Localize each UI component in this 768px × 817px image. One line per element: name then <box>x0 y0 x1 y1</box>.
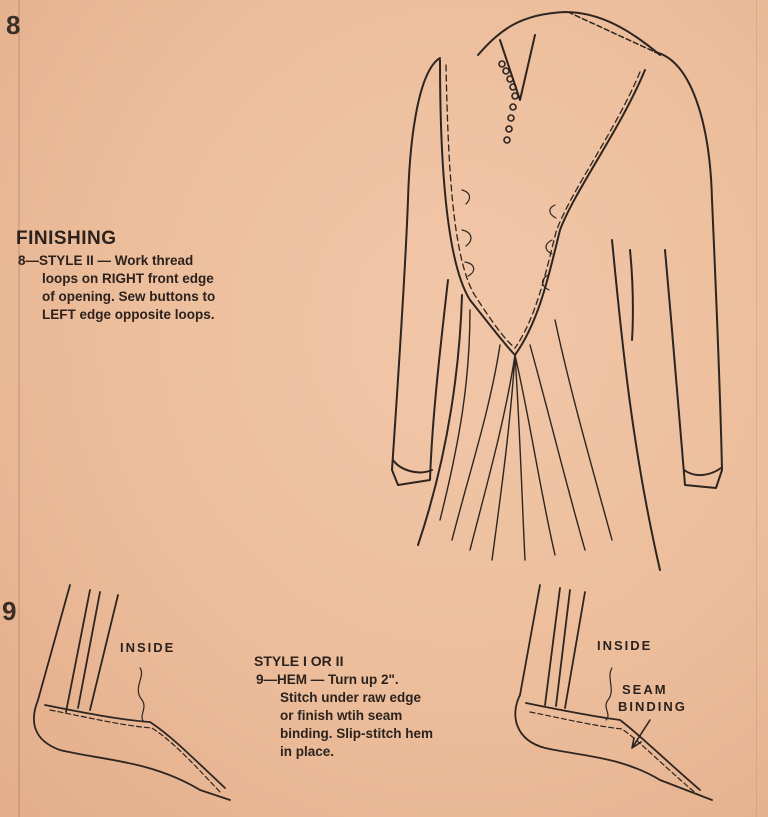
step-8-number: 8 <box>6 10 21 40</box>
binding-label: BINDING <box>618 699 687 714</box>
left-cuff <box>393 460 432 472</box>
left-arm-outline <box>392 58 448 485</box>
hem-diagram-right <box>515 585 712 800</box>
hem-left-outline <box>34 700 230 800</box>
hem-right-leader <box>606 668 612 720</box>
finishing-line: LEFT edge opposite loops. <box>42 307 215 322</box>
inside-label-right: INSIDE <box>597 638 653 653</box>
bodice-left-stitch <box>446 65 515 348</box>
hem-right-stitch <box>530 712 698 795</box>
skirt-left-side <box>418 295 462 545</box>
finishing-heading: FINISHING <box>16 228 117 249</box>
hem-line: Stitch under raw edge <box>280 690 422 705</box>
hem-style-heading: STYLE I OR II <box>254 653 344 669</box>
skirt-gathers <box>440 310 612 560</box>
finishing-line: loops on RIGHT front edge <box>42 271 214 286</box>
bodice-gathers <box>462 190 556 290</box>
inside-label-left: INSIDE <box>120 640 176 655</box>
hem-line: binding. Slip-stitch hem <box>280 726 433 741</box>
bodice-right-edge <box>515 70 645 355</box>
right-arm-outline <box>655 52 722 488</box>
hem-line: or finish wtih seam <box>280 708 403 723</box>
seam-label: SEAM <box>622 682 668 697</box>
hem-right-vertical-lines <box>520 585 585 708</box>
hem-right-fold <box>526 703 700 790</box>
shoulder-seam <box>568 12 655 52</box>
step-9-number: 9 <box>2 596 17 626</box>
hem-right-outline <box>515 695 712 800</box>
hem-left-stitch <box>50 710 220 792</box>
thread-loops <box>499 61 518 143</box>
skirt-right-side <box>612 240 660 570</box>
dress-figure <box>392 12 722 570</box>
bodice-right-stitch <box>515 72 640 348</box>
right-cuff <box>684 468 721 475</box>
neckline <box>478 12 660 55</box>
finishing-line: 8—STYLE II — Work thread <box>18 253 194 268</box>
hem-line: 9—HEM — Turn up 2". <box>256 672 399 687</box>
bodice-left-edge <box>440 60 515 355</box>
hem-left-leader <box>138 668 144 722</box>
hem-left-vertical-lines <box>38 585 118 712</box>
right-side-seam <box>630 250 633 340</box>
hem-diagram-left <box>34 585 230 800</box>
finishing-line: of opening. Sew buttons to <box>42 289 216 304</box>
hem-left-fold <box>45 705 225 788</box>
hem-line: in place. <box>280 744 335 759</box>
